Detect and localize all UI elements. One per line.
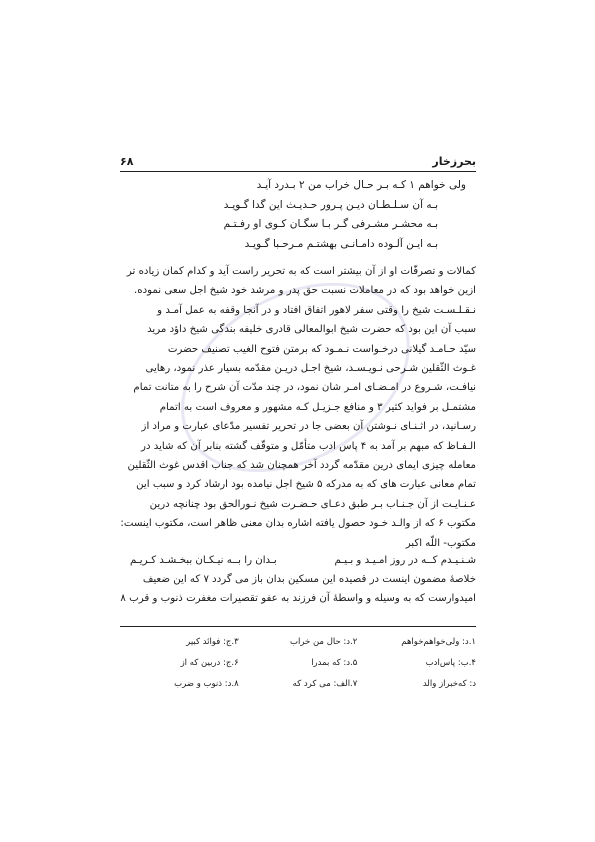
text-line: خلاصهٔ مضمون اینست در قصیده این مسکین بدان باز می گردد ۷ که این ضعیف <box>142 574 476 585</box>
footnote: د: که‌خبر‌از والد <box>422 679 476 689</box>
footnotes <box>120 634 476 692</box>
text-line: الـفـاظ که مبهم بر آمد به ۴ پاس ادب متأمّل و متوقّف گشته بنابر آن که شاید در <box>141 440 476 452</box>
text-line: رسـانید، در اثـنـای نـوشتن آن بعضی جا در تحریر تفسیر مدّعای عبارت و مراد از <box>141 421 476 433</box>
footnote: ۴.ب: پاس‌ادب <box>425 658 476 668</box>
footnote: ۵.د: که بمدرا <box>311 658 358 668</box>
text-line: تمام معانی عبارت های که به مدرکه ۵ شیخ اجل نیامده بود ارشاد کرد و سبب این <box>136 479 476 491</box>
body-paragraph <box>120 262 476 553</box>
page-number: ۶۸ <box>120 155 134 168</box>
footnote-rule <box>120 626 476 627</box>
text-line: امیدوارست که به وسیله و واسطهٔ آن فرزند به عفو تقصیرات مغفرت ذنوب و قرب ۸ <box>120 593 476 604</box>
text-line: مکتوب ۶ که از والـد خـود حصول یافته اشاره بدان معنی ظاهر است، مکتوب اینست: <box>120 518 476 530</box>
verse-line: بـه محشـر مشـرفی گـر بـا سگـان کـوی او رفـتـم <box>223 218 438 230</box>
text-line: غـوث الثّقلین شـرحی نـویـسـد، شیخ اجـل دریـن مقدّمه بسیار عذر نمود، رهایی <box>145 363 476 375</box>
text-line: عـنـایـت از آن جـنـاب بـر طبق دعـای حـضـرت شیخ نـورالحق بود چنانچه درین <box>149 498 476 510</box>
running-title: بحرزخار <box>432 155 476 168</box>
opening-verses <box>150 176 466 254</box>
text-line: ازین خواهد بود که در معاملات نسبت حق پدر و مرشد خود شیخ اجل سعی نموده. <box>134 285 476 297</box>
closing-section <box>120 551 476 608</box>
footnote: ۷.الف: می کرد که <box>292 679 358 689</box>
footnote: ۳.ج: فوائد کبیر <box>186 637 239 647</box>
closing-verse <box>120 551 476 570</box>
text-line: سبب آن این بود که حضرت شیخ ابوالمعالی قادری خلیفه بندگی شیخ داؤد مرید <box>147 324 476 336</box>
footnote: ۸.د: ذنوب و ضرب <box>174 679 239 689</box>
verse-hemistich-right: شـنـیـدم کــه در روز امـیـد و بـیـم <box>334 555 476 566</box>
footnote: ۲.د: حال من خراب <box>289 637 358 647</box>
text-line: کمالات و تصرفّات او از آن بیشتر است که به تحریر راست آید و کدام کمان زیاده تر <box>126 266 476 277</box>
verse-line: بـه آن سـلـطـان دیـن پـرور حـدیـث این گدا گـویـد <box>223 198 438 211</box>
footnote: ۶.ج: دربین که از <box>180 658 239 668</box>
text-line: مکتوب- اللّه اکبر <box>405 537 476 549</box>
text-line: نـقـلـسـت شیخ را وقتی سفر لاهور اتفاق افتاد و در آنجا وقفه به عمل آمـد و <box>157 304 476 316</box>
verse-line: بـه ایـن آلـوده دامـانـی بهشتـم مـرحـبا گـویـد <box>244 237 438 250</box>
verse-hemistich-left: بـدان را بــه نیـکـان ببخـشـد کـریـم <box>130 555 277 566</box>
text-line: مشتمـل بر فواید کثیر ۳ و منافع جـزیـل کـه مشهور و معروف است به اتمام <box>159 401 476 413</box>
header-rule <box>120 171 476 172</box>
text-line: سیّد حـامـد گیلانی درخـواست نـمـود که برمتن فتوح الغیب تصنیف حضرت <box>167 343 476 355</box>
footnote: ۱.د: ولی‌خواهم‌خواهم <box>401 637 476 647</box>
verse-line: ولی خواهم ۱ کـه بـر حـال خراب من ۲ بـدرد آیـد <box>256 179 466 191</box>
text-line: معامله چیزی ایمای درین مقدّمه گردد آخر همچنان شد که جناب اقدس غوث الثّقلین <box>127 460 476 472</box>
page-header <box>120 150 476 168</box>
text-line: نیافـت، شـروع در امـضـای امـر شان نمود، در چند مدّت آن شرح را به متانت تمام <box>133 382 476 394</box>
